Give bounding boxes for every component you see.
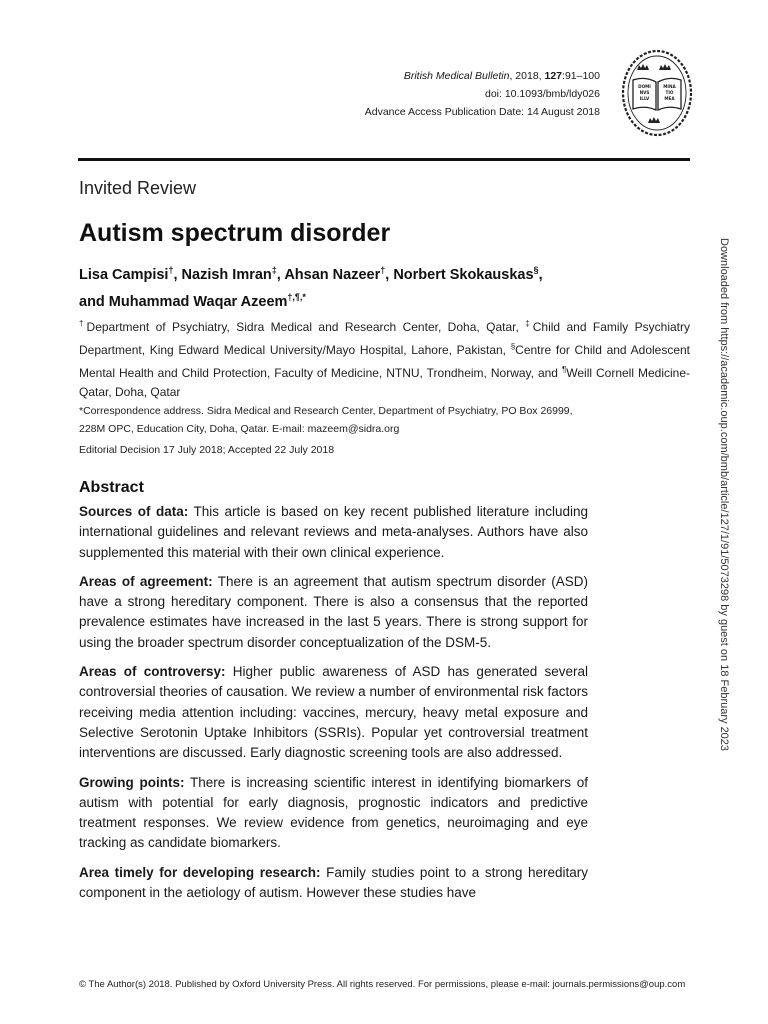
- abstract-text: Family studies point to a strong hereditary component in the aetiology of autism. However these studies have: [79, 864, 588, 901]
- author-separator: ,: [538, 266, 543, 283]
- seal-text-left-1: DOMI: [638, 84, 651, 89]
- affiliations: [79, 314, 690, 402]
- abstract-section: [79, 502, 588, 563]
- seal-text-right-2: TIO: [665, 90, 674, 95]
- affil-text: Centre for Child and Adolescent Mental Health and Child Protection, Faculty of Medicine, NTNU, Trondheim, Norway, and: [79, 343, 691, 380]
- header-rule: [78, 158, 690, 161]
- abstract-text: Higher public awareness of ASD has generated several controversial theories of causation. We review a number of environmental risk factors receiving media attention including: vaccines, mercury, heavy metal exposure and Selective Serotonin Uptake Inhibitors (SSRIs). Popular yet controversial treatment interventions are discussed. Early diagnostic screening tools are also addressed.: [79, 664, 588, 761]
- book-icon: [633, 78, 681, 110]
- abstract-label: Areas of controversy:: [79, 664, 226, 680]
- abstract-label: Sources of data:: [79, 504, 189, 519]
- journal-name: British Medical Bulletin: [403, 70, 510, 82]
- copyright-footer: © The Author(s) 2018. Published by Oxford University Press. All rights reserved. For permissions, please e-mail: journals.permissions@oup.com: [79, 979, 686, 990]
- author-name[interactable]: Ahsan Nazeer: [284, 266, 381, 283]
- doi[interactable]: doi: 10.1093/bmb/ldy026: [484, 88, 600, 100]
- seal-text-right-3: MEA: [664, 96, 675, 101]
- affil-text: Department of Psychiatry, Sidra Medical and Research Center, Doha, Qatar,: [86, 320, 526, 334]
- affil-text: Weill Cornell Medicine-Qatar, Doha, Qatar: [79, 366, 691, 399]
- author-name[interactable]: and Muhammad Waqar Azeem: [79, 293, 288, 310]
- author-list: [79, 259, 679, 313]
- correspondence: *Correspondence address. Sidra Medical and Research Center, Department of Psychiatry, PO Box 26999, 228M OPC, Education City, Doha, Qatar. E-mail: mazeem@sidra.org: [79, 405, 573, 435]
- journal-volume: 127: [544, 70, 563, 82]
- oxford-seal-logo: [620, 48, 694, 138]
- affil-text: Child and Family Psychiatry Department, King Edward Medical University/Mayo Hospital, Lahore, Pakistan,: [79, 320, 690, 357]
- affil-sup: †: [79, 319, 87, 328]
- author-separator: ,: [385, 266, 394, 283]
- journal-pages: :91–100: [562, 70, 600, 82]
- download-watermark: Downloaded from https://academic.oup.com/bmb/article/127/1/91/5073298 by guest on 18 February 2023: [718, 238, 730, 752]
- author-sup: †: [168, 265, 174, 275]
- abstract-heading: Abstract: [79, 479, 144, 496]
- abstract-text: This article is based on key recent published literature including international guidelines and relevant reviews and meta-analyses. Authors have also supplemented this material with their own clinical experience.: [79, 504, 588, 560]
- author-sup: †: [380, 265, 386, 275]
- abstract-section: [79, 572, 588, 653]
- seal-text-right-1: MINA: [663, 84, 676, 89]
- abstract-label: Areas of agreement:: [79, 573, 213, 589]
- author-name[interactable]: Lisa Campisi: [79, 266, 169, 283]
- access-date: Advance Access Publication Date: 14 August 2018: [364, 106, 600, 118]
- abstract-label: Area timely for developing research:: [79, 864, 321, 880]
- author-separator: ,: [276, 266, 285, 283]
- abstract-body: [79, 502, 588, 912]
- abstract-section: [79, 773, 588, 854]
- author-name[interactable]: Norbert Skokauskas: [393, 266, 534, 283]
- author-sup: ‡: [271, 265, 277, 275]
- affil-sup: ¶: [561, 365, 567, 374]
- abstract-section: [79, 662, 588, 763]
- abstract-text: There is increasing scientific interest in identifying biomarkers of autism with potential for early diagnosis, prognostic indicators and predictive treatment responses. We review evidence from genetics, neuroimaging and eye tracking as candidate biomarkers.: [79, 774, 588, 851]
- affil-sup: §: [510, 342, 516, 351]
- abstract-section: [79, 863, 588, 904]
- journal-header: [300, 67, 600, 121]
- journal-citation: [300, 67, 600, 85]
- author-separator: ,: [173, 266, 182, 283]
- journal-year: , 2018,: [509, 70, 545, 82]
- abstract-label: Growing points:: [79, 774, 185, 790]
- article-title: Autism spectrum disorder: [79, 219, 391, 247]
- seal-text-left-2: NVS: [639, 90, 650, 95]
- abstract-text: There is an agreement that autism spectrum disorder (ASD) have a strong hereditary component. There is also a consensus that the reported prevalence estimates have increased in the last 5 years. There is strong support for using the broader spectrum disorder conceptualization of the DSM-5.: [79, 573, 589, 650]
- article-type: Invited Review: [79, 178, 197, 198]
- author-name[interactable]: Nazish Imran: [181, 266, 272, 283]
- author-sup: †,¶,*: [287, 291, 306, 302]
- seal-text-left-3: ILLV: [639, 96, 650, 101]
- editorial-decision: Editorial Decision 17 July 2018; Accepted 22 July 2018: [79, 444, 335, 456]
- affil-sup: ‡: [525, 319, 533, 328]
- author-sup: §: [533, 265, 539, 275]
